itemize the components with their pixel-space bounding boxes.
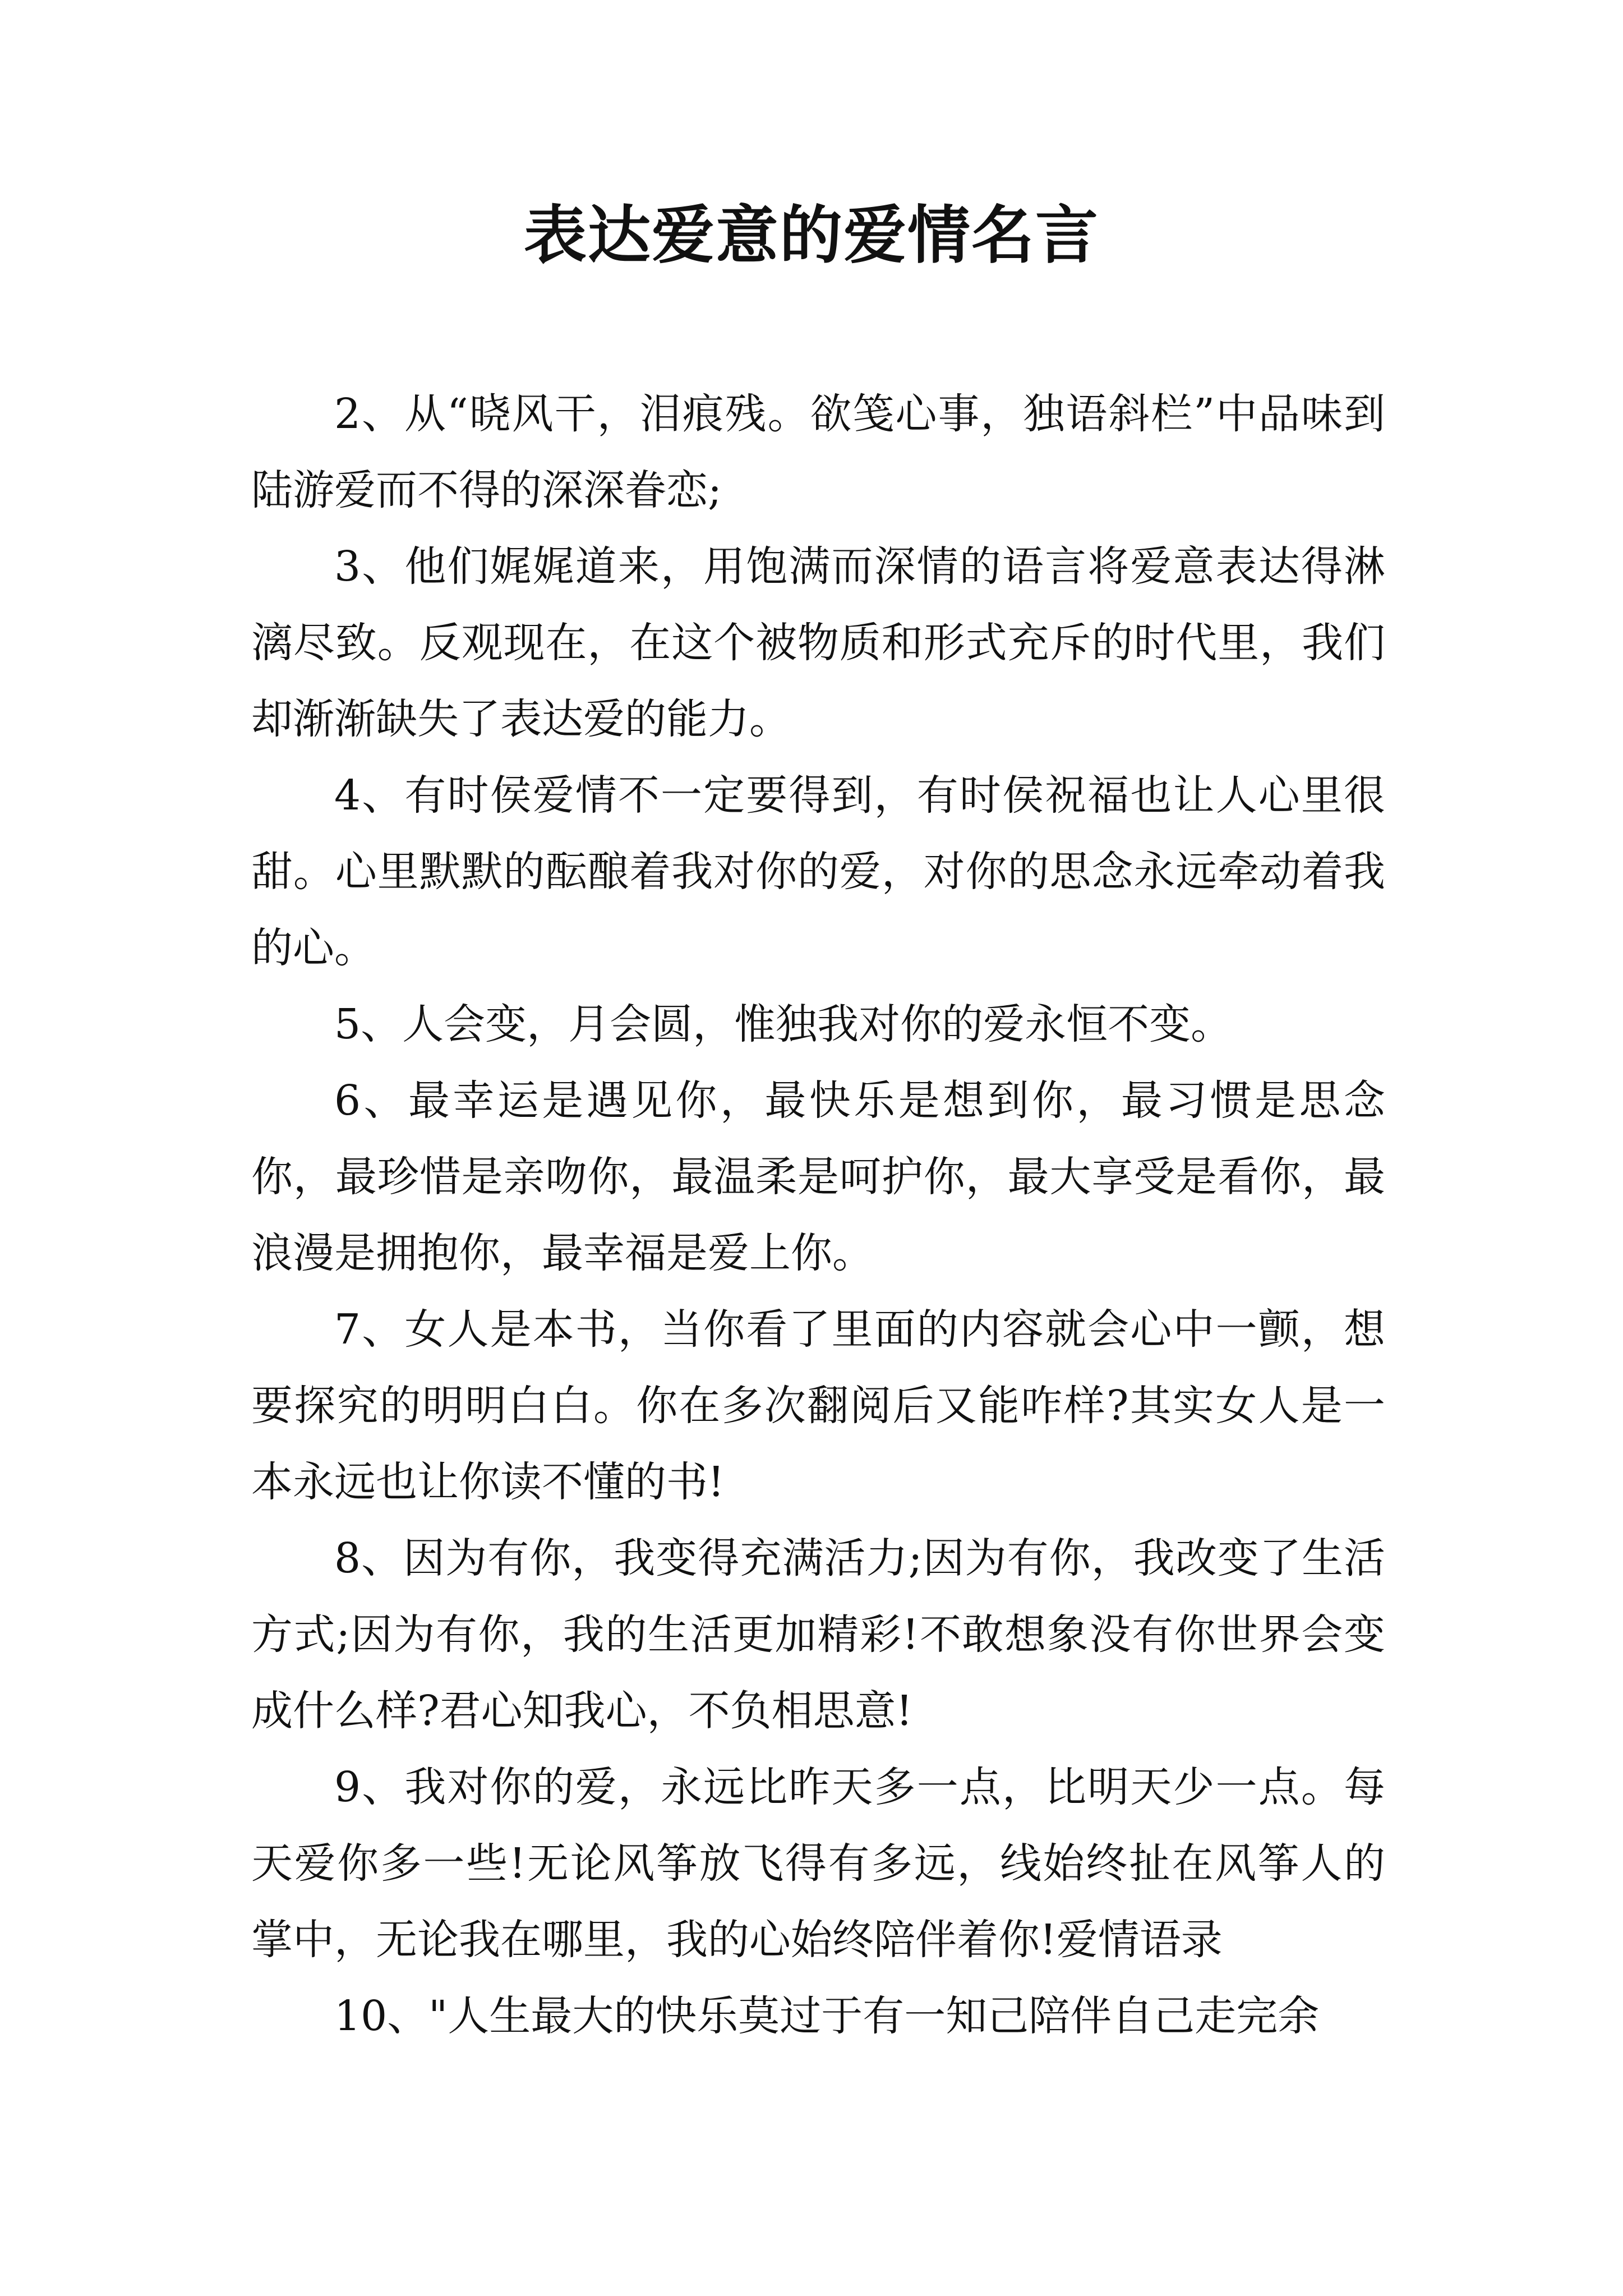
- paragraph-8: 8、因为有你，我变得充满活力;因为有你，我改变了生活方式;因为有你，我的生活更加精彩!不敢想象没有你世界会变成什么样?君心知我心，不负相思意!: [251, 1534, 1385, 1735]
- document-body: [251, 376, 1385, 2054]
- paragraph-10: 10、"人生最大的快乐莫过于有一知己陪伴自己走完余: [334, 1992, 1320, 2040]
- page-title: 表达爱意的爱情名言: [524, 199, 1099, 272]
- paragraph-2: 2、从“晓风干，泪痕残。欲笺心事，独语斜栏”中品味到陆游爱而不得的深深眷恋;: [251, 390, 1385, 514]
- paragraph-6: 6、最幸运是遇见你，最快乐是想到你，最习惯是思念你，最珍惜是亲吻你，最温柔是呵护你，最大享受是看你，最浪漫是拥抱你，最幸福是爱上你。: [251, 1076, 1385, 1277]
- paragraph-3: 3、他们娓娓道来，用饱满而深情的语言将爱意表达得淋漓尽致。反观现在，在这个被物质和形式充斥的时代里，我们却渐渐缺失了表达爱的能力。: [251, 542, 1385, 743]
- paragraph-4: 4、有时侯爱情不一定要得到，有时侯祝福也让人心里很甜。心里默默的酝酿着我对你的爱，对你的思念永远牵动着我的心。: [251, 771, 1385, 972]
- paragraph-9: 9、我对你的爱，永远比昨天多一点，比明天少一点。每天爱你多一些!无论风筝放飞得有多远，线始终扯在风筝人的掌中，无论我在哪里，我的心始终陪伴着你!爱情语录: [251, 1763, 1385, 1964]
- paragraph-7: 7、女人是本书，当你看了里面的内容就会心中一颤，想要探究的明明白白。你在多次翻阅后又能咋样?其实女人是一本永远也让你读不懂的书!: [251, 1305, 1385, 1506]
- paragraph-5: 5、人会变，月会圆，惟独我对你的爱永恒不变。: [334, 1000, 1233, 1048]
